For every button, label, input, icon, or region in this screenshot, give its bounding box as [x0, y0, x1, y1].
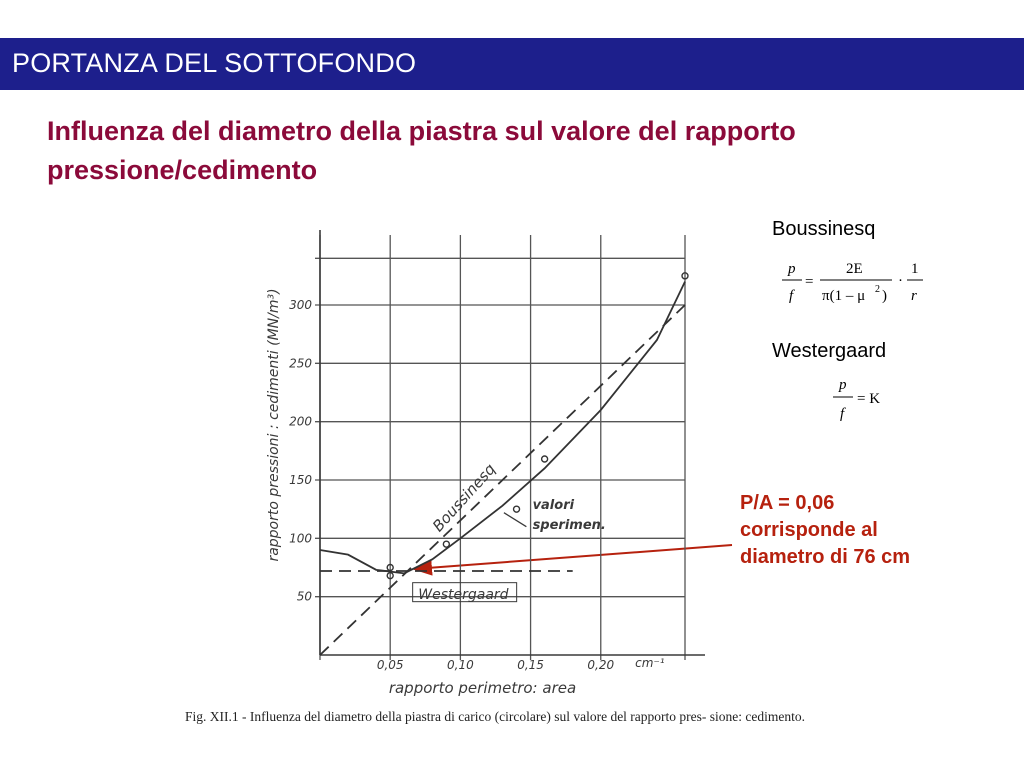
x-tick-label: 0,20: [587, 658, 615, 672]
w-lhs-den: f: [840, 406, 845, 422]
sperimen-annotation: sperimen.: [532, 518, 606, 533]
boussinesq-label: Boussinesq: [772, 218, 876, 240]
b-dot: ·: [898, 273, 903, 289]
note-line: diametro di 76 cm: [740, 546, 911, 568]
series-line-3: [320, 282, 685, 574]
valori-leader-line: [504, 513, 526, 527]
page-title: PORTANZA DEL SOTTOFONDO: [12, 48, 417, 78]
y-tick-label: 250: [289, 356, 312, 371]
b-den-exp: 2: [875, 284, 880, 295]
note-line: corrisponde al: [740, 519, 878, 541]
b-den-post: ): [882, 288, 887, 304]
b-num: 2E: [846, 261, 863, 277]
data-point: [542, 456, 548, 462]
chart: [260, 215, 740, 707]
data-point: [514, 506, 520, 512]
westergaard-label: Westergaard: [772, 340, 887, 362]
x-tick-label: 0,10: [447, 658, 474, 672]
b-den2: r: [911, 288, 917, 304]
x-tick-label: 0,15: [517, 658, 544, 672]
y-axis-label: rapporto pressioni : cedimenti (MN/m³): [266, 288, 282, 562]
data-point: [443, 541, 449, 547]
y-tick-label: 50: [296, 589, 312, 604]
x-unit-label: cm⁻¹: [635, 656, 665, 670]
boussinesq-annotation: Boussinesq: [428, 460, 500, 536]
x-tick-label: 0,05: [376, 658, 404, 672]
slide-subtitle: Influenza del diametro della piastra sul valore del rapporto pressione/cedimento: [47, 116, 796, 185]
b-lhs-den: f: [789, 288, 794, 304]
w-rhs: = K: [857, 391, 881, 407]
note-line: P/A = 0,06: [740, 492, 835, 514]
valori-annotation: valori: [532, 498, 575, 514]
y-tick-label: 200: [289, 414, 312, 429]
figure-caption: Fig. XII.1 - Influenza del diametro della piastra di carico (circolare) sul valore del rapporto pres- sione: cedimento.: [185, 709, 806, 724]
x-axis-label: rapporto perimetro: area: [388, 679, 577, 697]
b-num2: 1: [911, 261, 919, 277]
y-tick-label: 300: [289, 298, 312, 312]
y-tick-label: 150: [289, 473, 312, 487]
b-lhs-num: p: [788, 261, 796, 277]
westergaard-annotation: Westergaard: [418, 587, 509, 603]
y-tick-label: 100: [289, 531, 312, 546]
w-lhs-num: p: [839, 377, 847, 393]
b-eq: =: [805, 274, 814, 290]
b-den: π(1 – μ: [822, 288, 866, 304]
